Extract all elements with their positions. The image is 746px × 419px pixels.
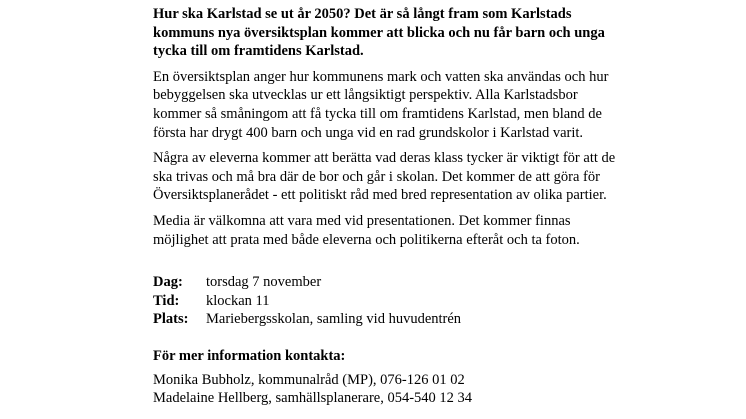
- event-place-label: Plats:: [153, 311, 189, 328]
- body-paragraph-2: Några av eleverna kommer att berätta vad deras klass tycker är viktigt för att de ska trivas och må bra där de bor och går i skolan. Det kommer de att göra för Översiktsplanerådet - ett politiskt råd med bred representation av olika partier.: [153, 150, 616, 204]
- event-time-label: Tid:: [153, 292, 180, 309]
- contact-line-2: Madelaine Hellberg, samhällsplanerare, 054-540 12 34: [153, 390, 473, 407]
- event-day-row: [153, 273, 623, 292]
- lead-paragraph: Hur ska Karlstad se ut år 2050? Det är så långt fram som Karlstads kommuns nya översiktsplan kommer att blicka och nu får barn och unga tycka till om framtidens Karlstad.: [153, 6, 605, 60]
- contact-heading: För mer information kontakta:: [153, 347, 346, 364]
- event-place-row: [153, 310, 623, 329]
- contact-line-1: Monika Bubholz, kommunalråd (MP), 076-126 01 02: [153, 371, 465, 388]
- body-paragraph-1: En översiktsplan anger hur kommunens mark och vatten ska användas och hur bebyggelsen ska utvecklas ur ett långsiktigt perspektiv. Alla Karlstadsbor kommer så småningom att få tycka till om framtidens Karlstad, men bland de första har drygt 400 barn och unga vid en rad grundskolor i Karlstad varit.: [153, 68, 609, 141]
- event-time-value: klockan 11: [206, 292, 270, 309]
- event-details: [153, 273, 623, 329]
- event-day-label: Dag:: [153, 274, 183, 291]
- event-time-row: [153, 292, 623, 311]
- press-release: [153, 5, 623, 408]
- body-paragraph-3: Media är välkomna att vara med vid presentationen. Det kommer finnas möjlighet att prata med både eleverna och politikerna efteråt och ta foton.: [153, 212, 580, 248]
- event-day-value: torsdag 7 november: [206, 274, 322, 291]
- event-place-value: Mariebergsskolan, samling vid huvudentrén: [206, 311, 462, 328]
